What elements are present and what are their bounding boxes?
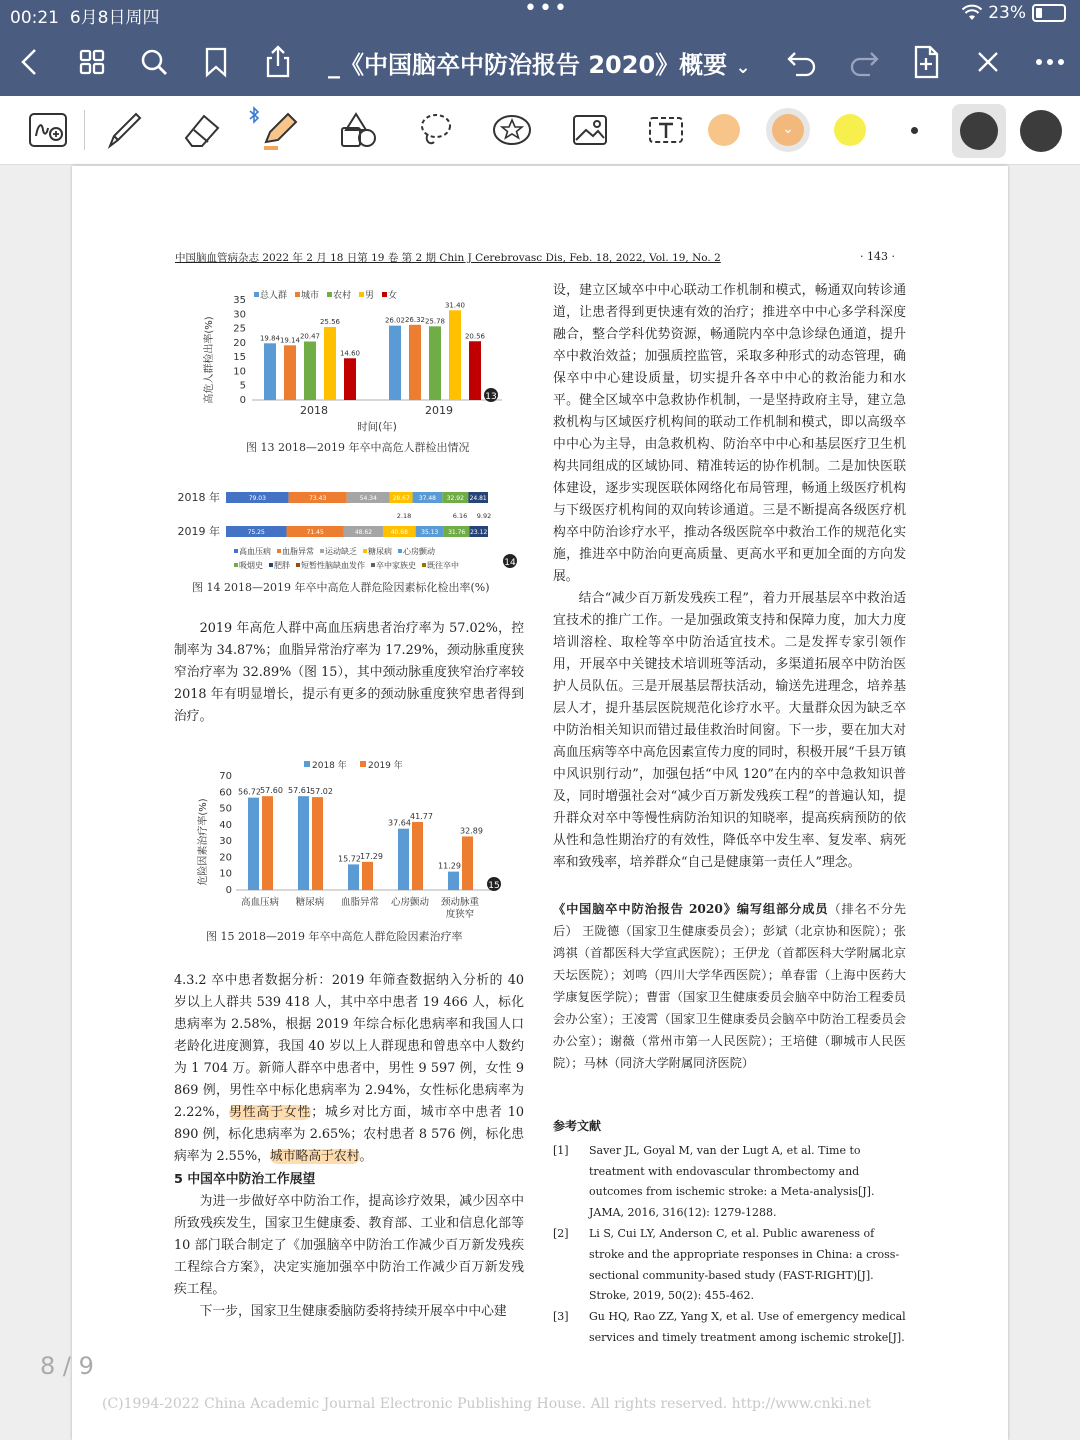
legend-label: 吸烟史 bbox=[239, 561, 263, 570]
data-label: 15.72 bbox=[338, 854, 361, 864]
bar bbox=[362, 862, 373, 890]
x-tick-label: 2018 bbox=[300, 404, 328, 417]
legend-swatch bbox=[363, 549, 367, 553]
segment-label: 32.92 bbox=[446, 495, 464, 502]
text-tool-icon[interactable] bbox=[644, 108, 688, 152]
extra-label: 2.18 bbox=[396, 512, 412, 520]
data-label: 19.14 bbox=[279, 336, 301, 345]
bar bbox=[412, 822, 423, 890]
legend-swatch bbox=[234, 563, 238, 567]
image-icon[interactable] bbox=[568, 108, 612, 152]
segment-label: 73.43 bbox=[309, 495, 327, 502]
section-4-3-2: 4.3.2 卒中患者数据分析：2019 年筛查数据纳入分析的 40 岁以上人群共 539 418 人，其中卒中患者 19 466 人，标化患病率为 2.58%，根据 2019 年综合标化患病率和我国人口老龄化进度测算，我国 40 岁以上人群现患和曾患卒中人数约为 1 704 万。新筛人群卒中患者中，男性 9 597 例，女性 9 869 例，男性卒中标化患病率为 2.94%，女性标化患病率为 2.22%，男性高于女性；城乡对比方面，城市卒中患者 10 890 例，标化患病率为 2.65%；农村患者 8 576 例，标化患病率为 2.55%，城市略高于农村。 bbox=[174, 973, 525, 1164]
bar bbox=[298, 796, 309, 890]
bar bbox=[344, 358, 356, 400]
legend-swatch bbox=[254, 292, 259, 297]
data-label: 14.60 bbox=[339, 349, 361, 358]
legend-label: 城市 bbox=[301, 291, 320, 301]
legend-label: 男 bbox=[365, 291, 375, 301]
legend-label: 卒中家族史 bbox=[376, 561, 416, 570]
figure-badge: 13 bbox=[485, 392, 497, 402]
legend-label: 高血压病 bbox=[239, 547, 271, 556]
lasso-icon[interactable] bbox=[414, 108, 458, 152]
data-label: 11.29 bbox=[438, 861, 461, 871]
highlight-male-higher[interactable]: 男性高于女性 bbox=[229, 1105, 312, 1120]
legend-label: 2018 年 bbox=[312, 761, 347, 771]
eraser-icon[interactable] bbox=[180, 108, 224, 152]
segment-label: 75.25 bbox=[247, 529, 265, 536]
redo-icon[interactable] bbox=[844, 42, 884, 82]
legend-swatch bbox=[304, 761, 310, 767]
back-icon[interactable] bbox=[10, 42, 50, 82]
bookmark-icon[interactable] bbox=[196, 42, 236, 82]
y-tick-label: 0 bbox=[225, 885, 232, 896]
legend-label: 2019 年 bbox=[368, 761, 403, 771]
data-label: 17.29 bbox=[360, 851, 383, 861]
legend-swatch bbox=[360, 761, 366, 767]
undo-icon[interactable] bbox=[782, 42, 822, 82]
status-right bbox=[962, 3, 1066, 23]
handwriting-zoom-icon[interactable] bbox=[26, 108, 70, 152]
data-label: 41.77 bbox=[410, 811, 433, 821]
fig13-ylabel: 高危人群检出率(%) bbox=[204, 316, 215, 404]
wifi-icon bbox=[962, 5, 982, 21]
legend-label: 血脂异常 bbox=[282, 547, 314, 556]
y-tick-label: 25 bbox=[233, 323, 246, 335]
segment-label: 48.62 bbox=[354, 529, 373, 536]
bar bbox=[312, 797, 323, 890]
data-label: 25.56 bbox=[319, 317, 341, 326]
references bbox=[553, 1116, 909, 1349]
data-label: 25.78 bbox=[424, 317, 446, 326]
close-tools-icon[interactable] bbox=[968, 42, 1008, 82]
y-tick-label: 20 bbox=[233, 337, 246, 349]
segment-label: 54.34 bbox=[359, 495, 377, 502]
bar bbox=[409, 325, 421, 400]
y-tick-label: 15 bbox=[233, 352, 246, 364]
stroke-size-medium[interactable] bbox=[960, 112, 998, 150]
bar bbox=[348, 864, 359, 890]
page-number: · 143 · bbox=[860, 250, 895, 263]
bar bbox=[248, 798, 259, 890]
legend-label: 总人群 bbox=[260, 291, 288, 301]
bar bbox=[284, 345, 296, 400]
extra-label: 6.16 bbox=[452, 512, 468, 520]
bar bbox=[429, 326, 441, 400]
legend-swatch bbox=[422, 563, 426, 567]
document-nav-bar bbox=[0, 28, 1080, 96]
figure-13-caption: 图 13 2018—2019 年卒中高危人群检出情况 bbox=[246, 441, 470, 454]
segment-label: 28.67 bbox=[392, 495, 410, 502]
status-time: 00:21 6月8日周四 bbox=[10, 8, 160, 28]
segment-label: 24.81 bbox=[469, 495, 487, 502]
x-axis-label: 时间(年) bbox=[357, 421, 397, 433]
y-tick-label: 10 bbox=[219, 868, 232, 880]
sticker-icon[interactable] bbox=[490, 108, 534, 152]
data-label: 56.72 bbox=[238, 787, 261, 797]
figure-badge: 14 bbox=[504, 558, 516, 568]
share-icon[interactable] bbox=[258, 42, 298, 82]
multitask-dots[interactable]: ••• bbox=[524, 0, 569, 21]
figure-15-caption: 图 15 2018—2019 年卒中高危人群危险因素治疗率 bbox=[206, 930, 463, 943]
bar bbox=[449, 310, 461, 400]
highlighter-icon[interactable] bbox=[258, 108, 302, 152]
search-icon[interactable] bbox=[134, 42, 174, 82]
x-tick-label: 度狭窄 bbox=[445, 909, 475, 920]
y-tick-label: 30 bbox=[219, 836, 232, 848]
color-swatch-yellow[interactable] bbox=[834, 114, 866, 146]
page-indicator: 8 / 9 bbox=[40, 1352, 94, 1380]
running-header: 中国脑血管病杂志 2022 年 2 月 18 日第 19 卷 第 2 期 Chin J Cerebrovasc Dis, Feb. 18, 2022, Vol. 19, No. 2 bbox=[175, 252, 721, 264]
legend-swatch bbox=[327, 292, 332, 297]
y-tick-label: 40 bbox=[219, 819, 232, 831]
reference-item: [3] Gu HQ, Rao ZZ, Yang X, et al. Use of emergency medical services and timely treatment among ischemic stroke[J]. bbox=[553, 1310, 906, 1344]
x-tick-label: 颈动脉重 bbox=[440, 897, 480, 908]
x-tick-label: 心房颤动 bbox=[390, 897, 430, 908]
bar bbox=[264, 343, 276, 400]
bar bbox=[304, 342, 316, 400]
figure-14-caption: 图 14 2018—2019 年卒中高危人群危险因素标化检出率(%) bbox=[192, 581, 490, 594]
y-tick-label: 70 bbox=[219, 771, 232, 782]
legend-label: 既往卒中 bbox=[427, 561, 459, 570]
shapes-icon[interactable] bbox=[336, 108, 380, 152]
y-tick-label: 30 bbox=[233, 309, 246, 321]
document-title[interactable]: _《中国脑卒中防治报告 2020》概要 ⌄ bbox=[328, 51, 751, 79]
data-label: 32.89 bbox=[460, 826, 483, 836]
legend-label: 短暂性脑缺血发作 bbox=[301, 561, 365, 570]
figure-15-chart bbox=[192, 756, 512, 926]
right-column-text: 设，建立区域卒中中心联动工作机制和模式，畅通双向转诊通道，让患者得到更快速有效的治疗；推进卒中中心多学科深度融合，整合学科优势资源，畅通院内卒中急诊绿色通道，提升卒中救治效益；加强质控监管，采取多种形式的动态管理，确保卒中中心建设质量，切实提升各卒中中心的救治能力和水平。健全区域卒中急救协作机制，一是坚持政府主导，建立急救机构与区域医疗机构间的联动工作机制和模式，即以高级卒中中心为主导，由急救机构、防治卒中中心和基层医疗卫生机构共同组成的区域协同、精准转运的协作机制。二是加快医联体建设，逐步实现医联体网络化布局管理，畅通上级医疗机构与下级医疗机构间的双向转诊通道。三是不断提高各级医疗机构卒中防治诊疗水平，推动各级医院卒中救治工作的规范化实施，推进卒中防治向更高质量、更高水平和更加全面的方向发展。 结合“减少百万新发残疾工程”，着力开展基层卒中救治适宜技术的推广工作。一是加强政策支持和保障力度，加大力度培训溶栓、取栓等卒中防治适宜技术。二是发挥专家引领作用，开展卒中关键技术培训班等活动，多渠道拓展卒中防治医护人员队伍。三是开展基层帮扶活动，输送先进理念，培养基层人才，提升基层医院规范化诊疗水平。大量群众因为缺乏卒中防治相关知识而错过最佳救治时间窗。下一步，要在加大对高血压病等卒中高危因素宣传力度的同时，积极开展“千县万镇中风识别行动”，加强包括“中风 120”在内的卒中急救知识普及，同时增强社会对“减少百万新发残疾工程”的普遍认知，提升群众对卒中等慢性病防治知识的知晓率，提高疾病预防的依从性和急性期治疗的有效性，降低卒中发生率、复发率、病死率和致残率，培养群众“自己是健康第一责任人”理念。 bbox=[553, 283, 906, 870]
legend-swatch bbox=[371, 563, 375, 567]
x-tick-label: 糖尿病 bbox=[295, 897, 325, 908]
legend-swatch bbox=[398, 549, 402, 553]
battery-percent: 23% bbox=[988, 3, 1026, 23]
y-tick-label: 5 bbox=[239, 380, 246, 392]
battery-icon bbox=[1032, 4, 1066, 22]
legend-swatch bbox=[382, 292, 387, 297]
segment-label: 71.45 bbox=[306, 529, 324, 536]
data-label: 20.56 bbox=[464, 332, 486, 341]
reference-item: [2] Li S, Cui LY, Anderson C, et al. Public awareness of stroke and the appropriate responses in China: a cross-sectional community-based study (FAST-RIGHT)[J]. Stroke, 2019, 50(2): 455-462. bbox=[553, 1226, 900, 1303]
members-title: 《中国脑卒中防治报告 2020》编写组部分成员 bbox=[553, 902, 829, 916]
data-label: 57.61 bbox=[288, 786, 311, 796]
pen-icon[interactable] bbox=[102, 108, 146, 152]
more-icon[interactable] bbox=[1030, 42, 1070, 82]
data-label: 19.84 bbox=[259, 334, 281, 343]
bar bbox=[462, 836, 473, 890]
legend-swatch bbox=[234, 549, 238, 553]
legend-label: 女 bbox=[388, 291, 398, 301]
figure-14-chart bbox=[172, 482, 516, 582]
y-tick-label: 10 bbox=[233, 366, 246, 378]
figure-badge: 15 bbox=[488, 881, 500, 891]
reference-item: [1] Saver JL, Goyal M, van der Lugt A, et al. Time to treatment with endovascular thrombectomy and outcomes from ischemic stroke: a Meta-analysis[J]. JAMA, 2016, 316(12): 1279-1288. bbox=[553, 1143, 875, 1220]
segment-label: 31.76 bbox=[448, 529, 466, 536]
toolbar-divider bbox=[84, 110, 85, 150]
annotation-toolbar bbox=[0, 96, 1080, 165]
data-label: 57.60 bbox=[260, 786, 283, 796]
row-label: 2018 年 bbox=[177, 491, 220, 504]
y-tick-label: 35 bbox=[233, 295, 246, 306]
legend-swatch bbox=[359, 292, 364, 297]
bar bbox=[448, 872, 459, 890]
data-label: 26.32 bbox=[404, 315, 426, 324]
data-label: 20.47 bbox=[299, 332, 321, 341]
status-bar bbox=[0, 0, 1080, 28]
grid-icon[interactable] bbox=[72, 42, 112, 82]
legend-label: 农村 bbox=[333, 291, 352, 301]
y-tick-label: 0 bbox=[239, 395, 246, 406]
segment-label: 79.03 bbox=[248, 495, 266, 502]
x-tick-label: 血脂异常 bbox=[340, 897, 380, 908]
legend-label: 糖尿病 bbox=[368, 547, 392, 556]
segment-label: 37.48 bbox=[418, 495, 437, 502]
stroke-size-small[interactable] bbox=[911, 127, 918, 134]
segment-label: 23.12 bbox=[470, 529, 488, 536]
stroke-size-large[interactable] bbox=[1020, 110, 1062, 152]
y-tick-label: 50 bbox=[219, 803, 232, 815]
bar bbox=[398, 829, 409, 890]
data-label: 57.02 bbox=[310, 787, 333, 797]
author-members: 《中国脑卒中防治报告 2020》编写组部分成员（排名不分先后） 王陇德（国家卫生健康委员会）；彭斌（北京协和医院）；张鸿祺（首都医科大学宣武医院）；王伊龙（首都医科大学附属北京天坛医院）；刘鸣（四川大学华西医院）；单春雷（上海中医药大学康复医学院）；曹雷（国家卫生健康委员会脑卒中防治工程委员会办公室）；王凌霄（国家卫生健康委员会脑卒中防治工程委员会办公室）；谢薇（常州市第一人民医院）；王培健（聊城市人民医院）；马林（同济大学附属同济医院） bbox=[553, 902, 906, 1070]
legend-swatch bbox=[269, 563, 273, 567]
data-label: 26.02 bbox=[384, 316, 406, 325]
y-tick-label: 60 bbox=[219, 787, 232, 799]
bar bbox=[389, 326, 401, 400]
legend-label: 肥胖 bbox=[274, 561, 290, 570]
pdf-page bbox=[72, 166, 1008, 1440]
chevron-down-icon[interactable]: ⌄ bbox=[735, 57, 751, 78]
section-5-title: 5 中国卒中防治工作展望 bbox=[174, 1172, 316, 1187]
extra-label: 9.92 bbox=[476, 512, 492, 520]
y-tick-label: 20 bbox=[219, 852, 232, 864]
add-page-icon[interactable] bbox=[906, 42, 946, 82]
x-tick-label: 2019 bbox=[425, 404, 453, 417]
bar bbox=[324, 327, 336, 400]
bar bbox=[469, 341, 481, 400]
legend-swatch bbox=[320, 549, 324, 553]
data-label: 31.40 bbox=[444, 301, 466, 310]
segment-label: 35.13 bbox=[421, 529, 439, 536]
data-label: 37.64 bbox=[388, 818, 411, 828]
row-label: 2019 年 bbox=[177, 525, 220, 538]
figure-13-chart bbox=[192, 288, 512, 438]
color-swatch-orange[interactable] bbox=[708, 114, 740, 146]
bar bbox=[262, 796, 273, 890]
legend-swatch bbox=[295, 292, 300, 297]
segment-label: 40.68 bbox=[390, 529, 408, 536]
legend-swatch bbox=[296, 563, 300, 567]
x-tick-label: 高血压病 bbox=[240, 897, 280, 908]
legend-swatch bbox=[277, 549, 281, 553]
legend-label: 心房颤动 bbox=[403, 547, 435, 556]
paragraph-treatment-rates: 2019 年高危人群中高血压病患者治疗率为 57.02%，控制率为 34.87%；血脂异常治疗率为 17.29%，颈动脉重度狭窄治疗率为 32.89%（图 15），其中颈动脉重度狭窄治疗率较 2018 年有明显增长，提示有更多的颈动脉重度狭窄患者得到治疗。 bbox=[174, 621, 524, 724]
copyright-footer: (C)1994-2022 China Academic Journal Electronic Publishing House. All rights reserved. http://www.cnki.net bbox=[102, 1396, 872, 1412]
fig15-ylabel: 危险因素治疗率(%) bbox=[198, 798, 209, 886]
section-5-paragraph: 为进一步做好卒中防治工作，提高诊疗效果，减少因卒中所致残疾发生，国家卫生健康委、教育部、工业和信息化部等 10 部门联合制定了《加强脑卒中防治工作减少百万新发残疾工程综合方案》，决定实施加强卒中防治工作减少百万新发残疾工程。 下一步，国家卫生健康委脑防委将持续开展卒中中心建 bbox=[174, 1194, 524, 1319]
legend-label: 运动缺乏 bbox=[325, 547, 357, 556]
color-swatch-orange-selected[interactable]: ⌄ bbox=[772, 114, 804, 146]
highlight-urban-higher[interactable]: 城市略高于农村 bbox=[269, 1149, 360, 1164]
references-title: 参考文献 bbox=[553, 1119, 602, 1133]
